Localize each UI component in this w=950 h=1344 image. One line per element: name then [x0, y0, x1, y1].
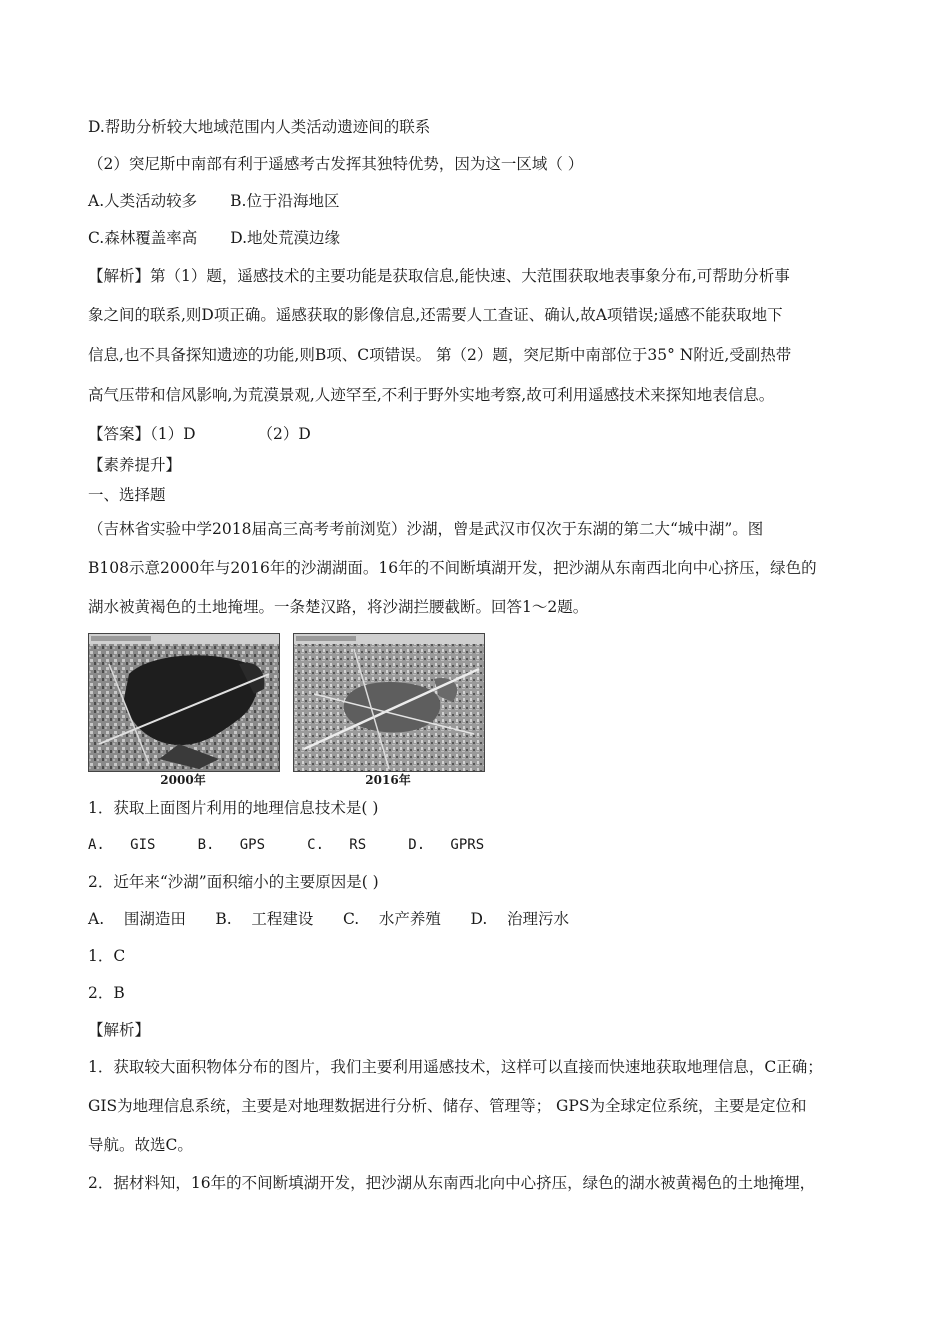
- answer-line: [88, 424, 311, 444]
- caption-2000: 2000年: [160, 773, 206, 787]
- answer-1: 【答案】（1）D: [88, 425, 196, 443]
- analysis-line-3: 信息,也不具备探知遗迹的功能,则B项、C项错误。 第（2）题，突尼斯中南部位于35° N附近,受副热带: [88, 346, 792, 364]
- options-ab: [88, 191, 339, 211]
- explanation-line-3: 导航。故选C。: [88, 1136, 193, 1154]
- options-cd: [88, 228, 340, 248]
- question-2: 2．近年来“沙湖”面积缩小的主要原因是( ): [88, 873, 379, 891]
- option-b: B.位于沿海地区: [230, 192, 340, 210]
- material-line-2: B108示意2000年与2016年的沙湖湖面。16年的不间断填湖开发，把沙湖从东南西北向中心挤压，绿色的: [88, 559, 817, 577]
- question-1: 1．获取上面图片利用的地理信息技术是( ): [88, 799, 379, 817]
- question-1-options: A. GIS B. GPS C. RS D. GPRS: [88, 837, 485, 853]
- caption-2016: 2016年: [365, 773, 411, 787]
- explanation-line-2: GIS为地理信息系统，主要是对地理数据进行分析、储存、管理等； GPS为全球定位系统，主要是定位和: [88, 1097, 807, 1115]
- option-a: A.人类活动较多: [88, 192, 198, 210]
- answer-2: （2）D: [257, 425, 311, 443]
- option-c: C.森林覆盖率高: [88, 229, 198, 247]
- section-heading: 【素养提升】: [88, 456, 182, 474]
- analysis-line-4: 高气压带和信风影响,为荒漠景观,人迹罕至,不利于野外实地考察,故可利用遥感技术来探知地表信息。: [88, 386, 775, 404]
- satellite-image-2000: [88, 633, 280, 772]
- material-line-1: （吉林省实验中学2018届高三高考考前浏览）沙湖，曾是武汉市仅次于东湖的第二大“城中湖”。图: [88, 520, 764, 538]
- explanation-line-1: 1．获取较大面积物体分布的图片，我们主要利用遥感技术，这样可以直接而快速地获取地理信息，C正确；: [88, 1058, 823, 1076]
- material-line-3: 湖水被黄褐色的土地掩埋。一条楚汉路，将沙湖拦腰截断。回答1～2题。: [88, 598, 589, 616]
- satellite-image-2016: [293, 633, 485, 772]
- subsection-heading: 一、选择题: [88, 486, 166, 504]
- answer-2-line: 2．B: [88, 984, 125, 1002]
- analysis-line-2: 象之间的联系,则D项正确。遥感获取的影像信息,还需要人工查证、确认,故A项错误;遥感不能获取地下: [88, 306, 783, 324]
- answer-1-line: 1．C: [88, 947, 126, 965]
- analysis-heading: 【解析】: [88, 1021, 151, 1039]
- option-d: D.地处荒漠边缘: [230, 229, 341, 247]
- explanation-line-4: 2．据材料知，16年的不间断填湖开发，把沙湖从东南西北向中心挤压，绿色的湖水被黄褐色的土地掩埋，: [88, 1174, 816, 1192]
- question-2-options: A. 围湖造田 B. 工程建设 C. 水产养殖 D. 治理污水: [88, 910, 569, 928]
- option-d-text: D.帮助分析较大地域范围内人类活动遗迹间的联系: [88, 118, 431, 136]
- analysis-line-1: 【解析】第（1）题，遥感技术的主要功能是获取信息,能快速、大范围获取地表事象分布,可帮助分析事: [88, 267, 790, 285]
- question-2-stem: （2）突尼斯中南部有利于遥感考古发挥其独特优势，因为这一区域（ ）: [88, 155, 584, 173]
